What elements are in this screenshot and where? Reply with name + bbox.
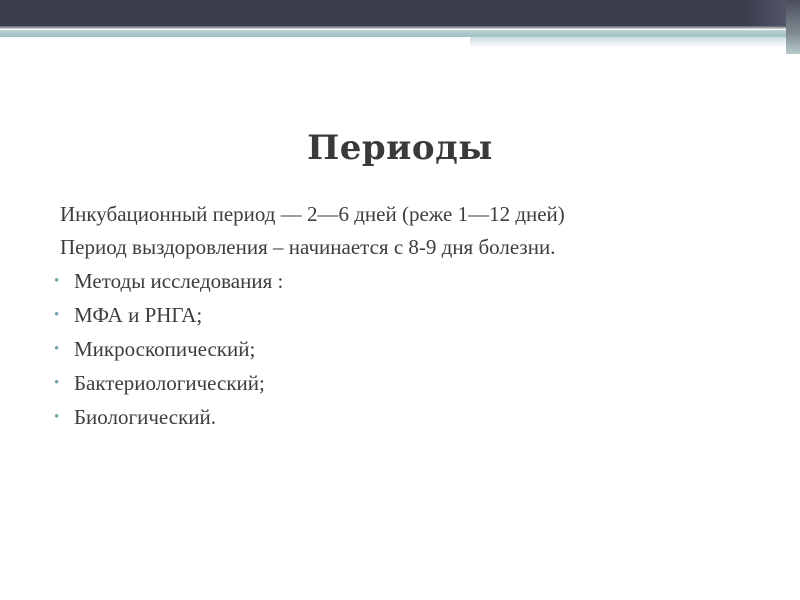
text-line-incubation: Инкубационный период — 2—6 дней (реже 1—12 дней) — [60, 202, 565, 226]
bullet-text: Биологический. — [74, 405, 217, 429]
header-band-teal-lighter — [470, 43, 800, 46]
bullet-item — [54, 400, 760, 434]
slide-content — [54, 198, 760, 434]
bullet-item — [54, 366, 760, 400]
bullet-text: Бактериологический; — [74, 371, 265, 395]
bullet-icon: • — [54, 375, 60, 391]
bullet-text: Методы исследования : — [74, 269, 284, 293]
bullet-item — [54, 298, 760, 332]
bullet-icon: • — [54, 307, 60, 323]
bullet-icon: • — [54, 273, 60, 289]
header-band-teal — [0, 30, 800, 37]
bullet-item — [54, 264, 760, 298]
header-corner-right — [786, 0, 800, 54]
bullet-text: МФА и РНГА; — [74, 303, 203, 327]
header-corner-accent — [746, 0, 786, 26]
text-line-recovery: Период выздоровления – начинается с 8-9 дня болезни. — [60, 235, 556, 259]
header-band-dark — [0, 0, 800, 26]
header-band-shadow — [0, 26, 800, 29]
bullet-item — [54, 332, 760, 366]
bullet-icon: • — [54, 409, 60, 425]
slide-title: Периоды — [307, 128, 493, 168]
bullet-text: Микроскопический; — [74, 337, 256, 361]
bullet-icon: • — [54, 341, 60, 357]
